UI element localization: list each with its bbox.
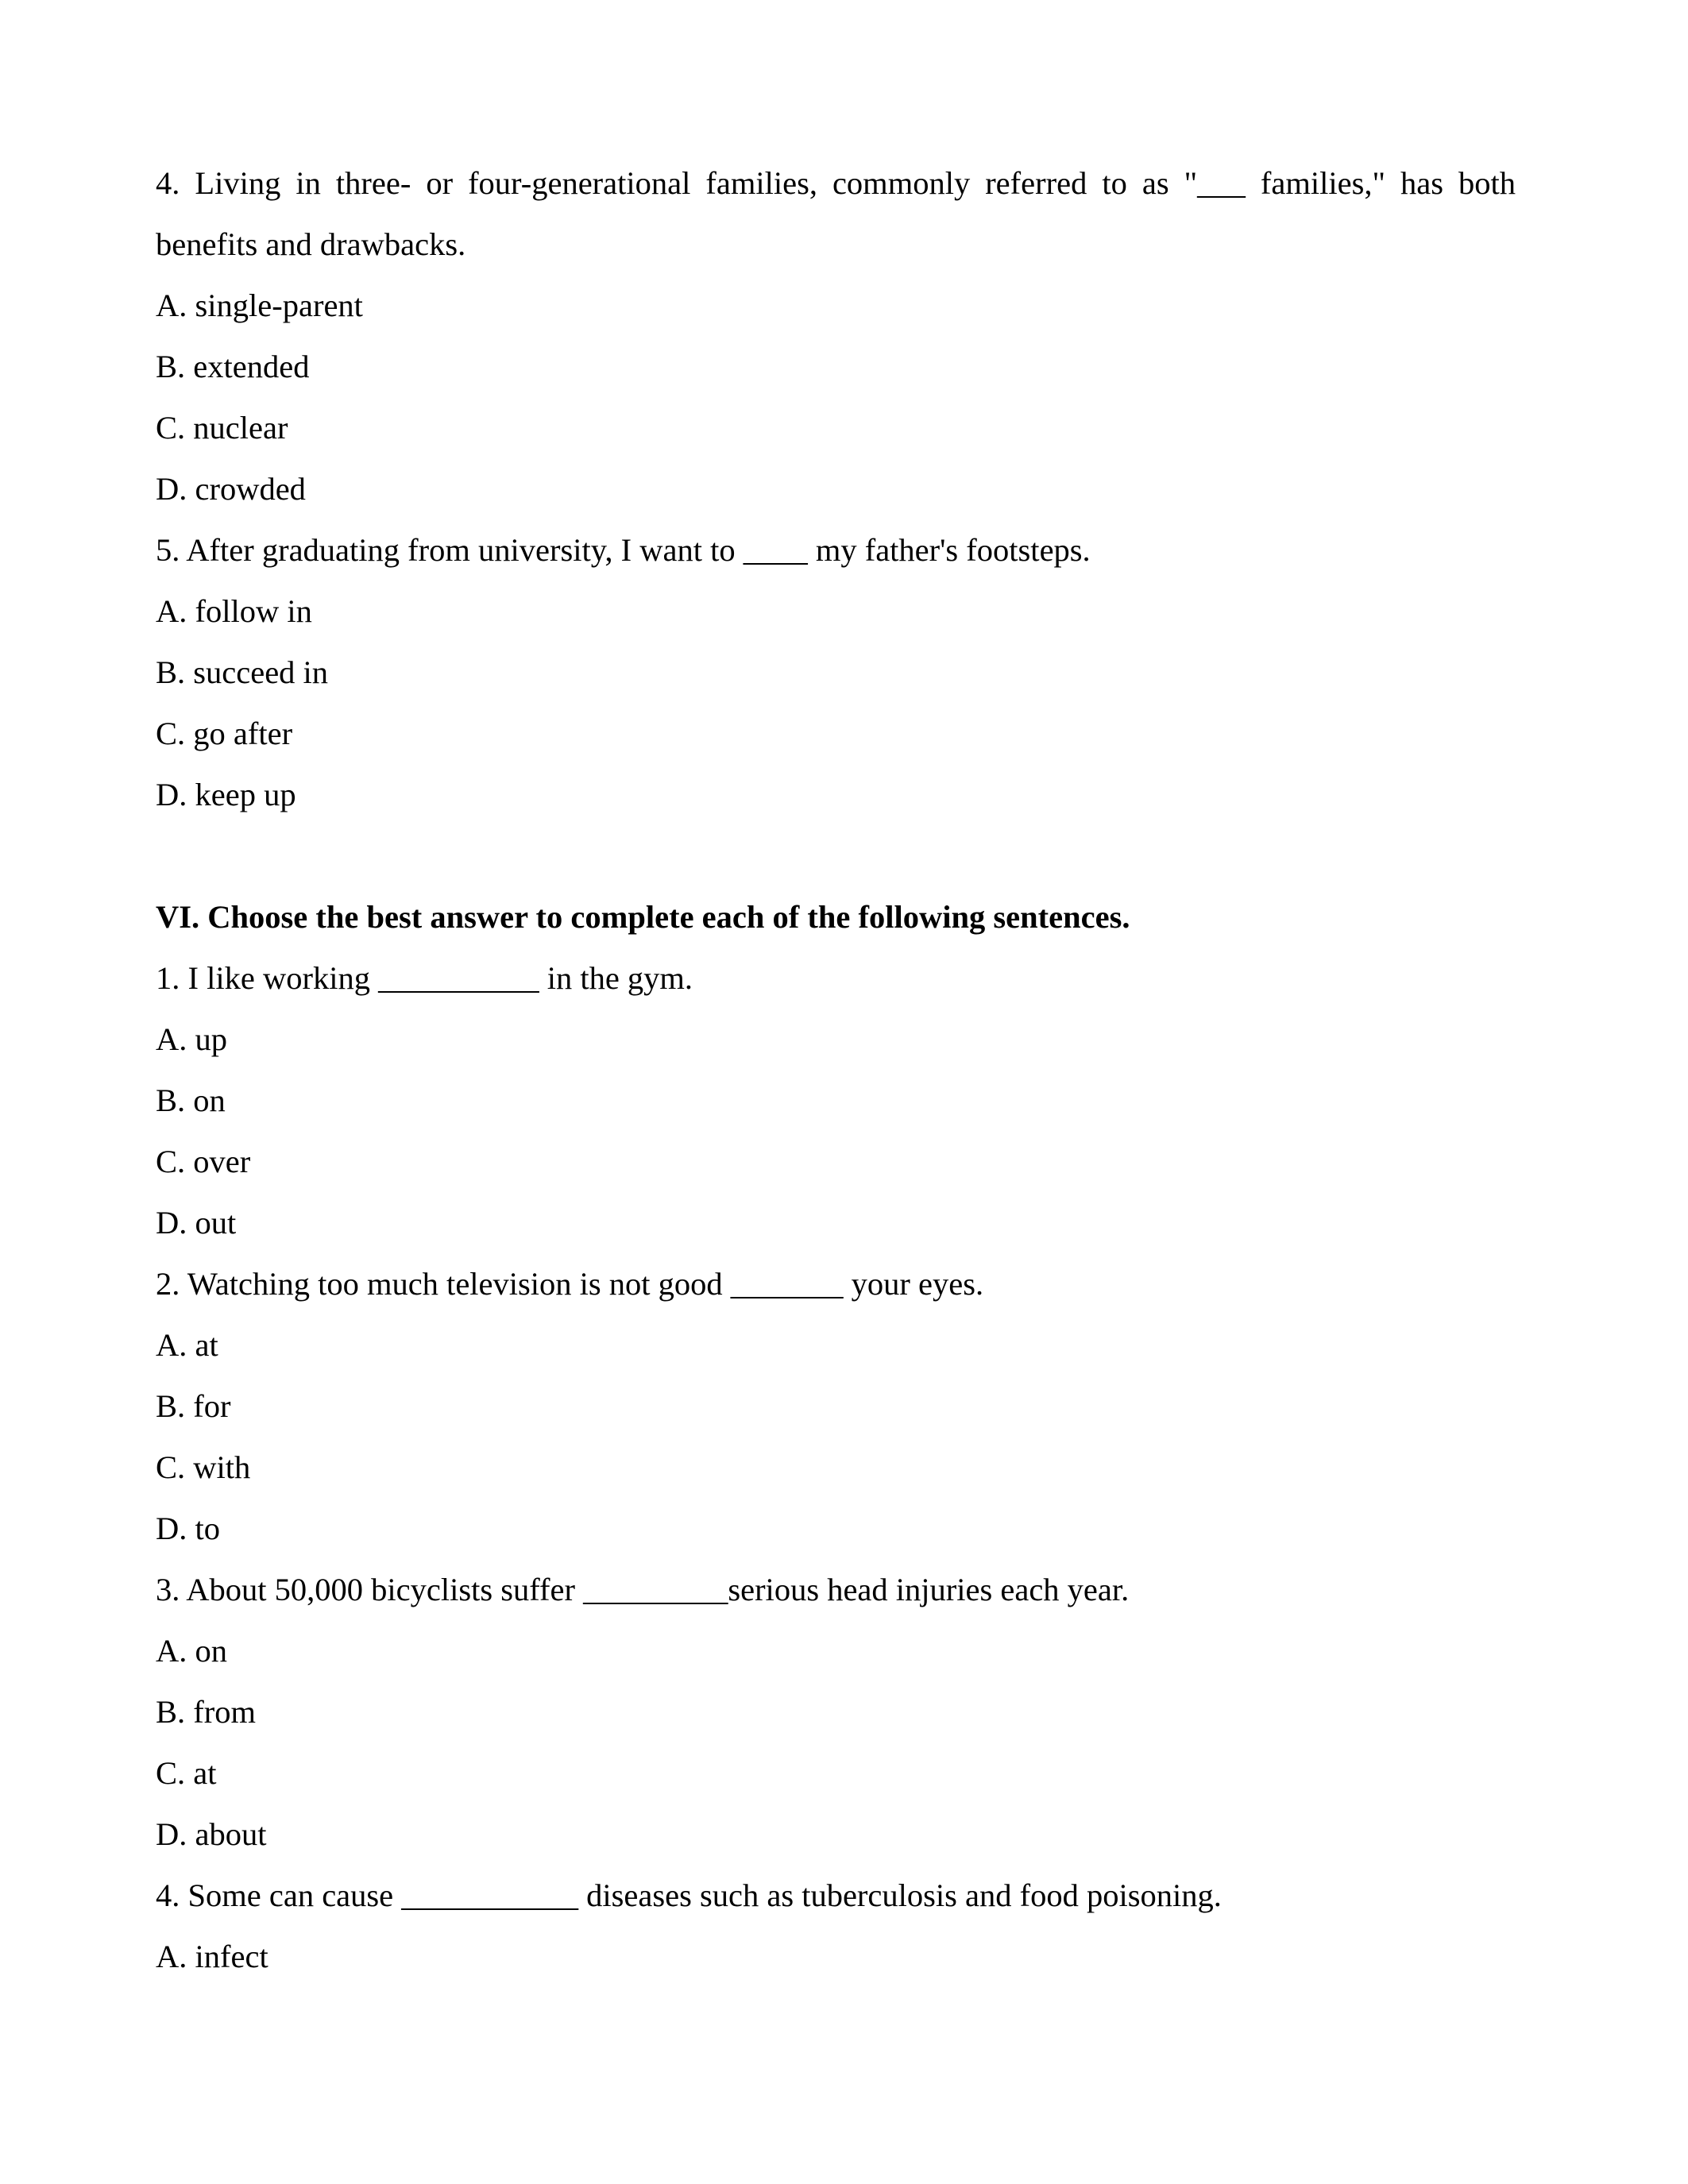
answer-option: A. up xyxy=(156,1021,227,1057)
answer-option: D. out xyxy=(156,1205,237,1241)
answer-option: C. at xyxy=(156,1755,217,1791)
answer-option: D. crowded xyxy=(156,471,306,507)
answer-option: D. keep up xyxy=(156,777,296,812)
section-spacer xyxy=(156,825,1516,886)
answer-option: B. extended xyxy=(156,349,310,384)
question-stem: 5. After graduating from university, I want to ____ my father's footsteps. xyxy=(156,532,1091,568)
answer-option: D. to xyxy=(156,1511,220,1546)
question-block xyxy=(156,1253,1516,1559)
answer-option: A. at xyxy=(156,1327,218,1363)
answer-option: A. single-parent xyxy=(156,287,363,323)
answer-option: B. from xyxy=(156,1694,256,1730)
answer-option: A. follow in xyxy=(156,593,312,629)
question-stem: 1. I like working __________ in the gym. xyxy=(156,960,693,996)
question-block xyxy=(156,1865,1516,1987)
answer-option: C. nuclear xyxy=(156,410,288,446)
question-block xyxy=(156,1559,1516,1865)
answer-option: C. with xyxy=(156,1449,251,1485)
question-stem: 4. Living in three- or four-generational families, commonly referred to as "___ families," has both benefits and drawbacks. xyxy=(156,165,1516,262)
question-block xyxy=(156,519,1516,825)
question-stem: 2. Watching too much television is not good _______ your eyes. xyxy=(156,1266,984,1302)
question-block xyxy=(156,152,1516,519)
answer-option: C. go after xyxy=(156,716,293,751)
answer-option: A. infect xyxy=(156,1939,268,1974)
answer-option: B. succeed in xyxy=(156,654,329,690)
answer-option: A. on xyxy=(156,1633,227,1669)
answer-option: D. about xyxy=(156,1816,267,1852)
answer-option: B. on xyxy=(156,1082,226,1118)
answer-option: C. over xyxy=(156,1144,251,1179)
question-stem: 4. Some can cause ___________ diseases such as tuberculosis and food poisoning. xyxy=(156,1877,1222,1913)
question-block xyxy=(156,947,1516,1253)
question-stem: 3. About 50,000 bicyclists suffer _________serious head injuries each year. xyxy=(156,1572,1130,1607)
document-page xyxy=(156,152,1516,1987)
answer-option: B. for xyxy=(156,1388,231,1424)
section-heading: VI. Choose the best answer to complete each of the following sentences. xyxy=(156,899,1130,935)
